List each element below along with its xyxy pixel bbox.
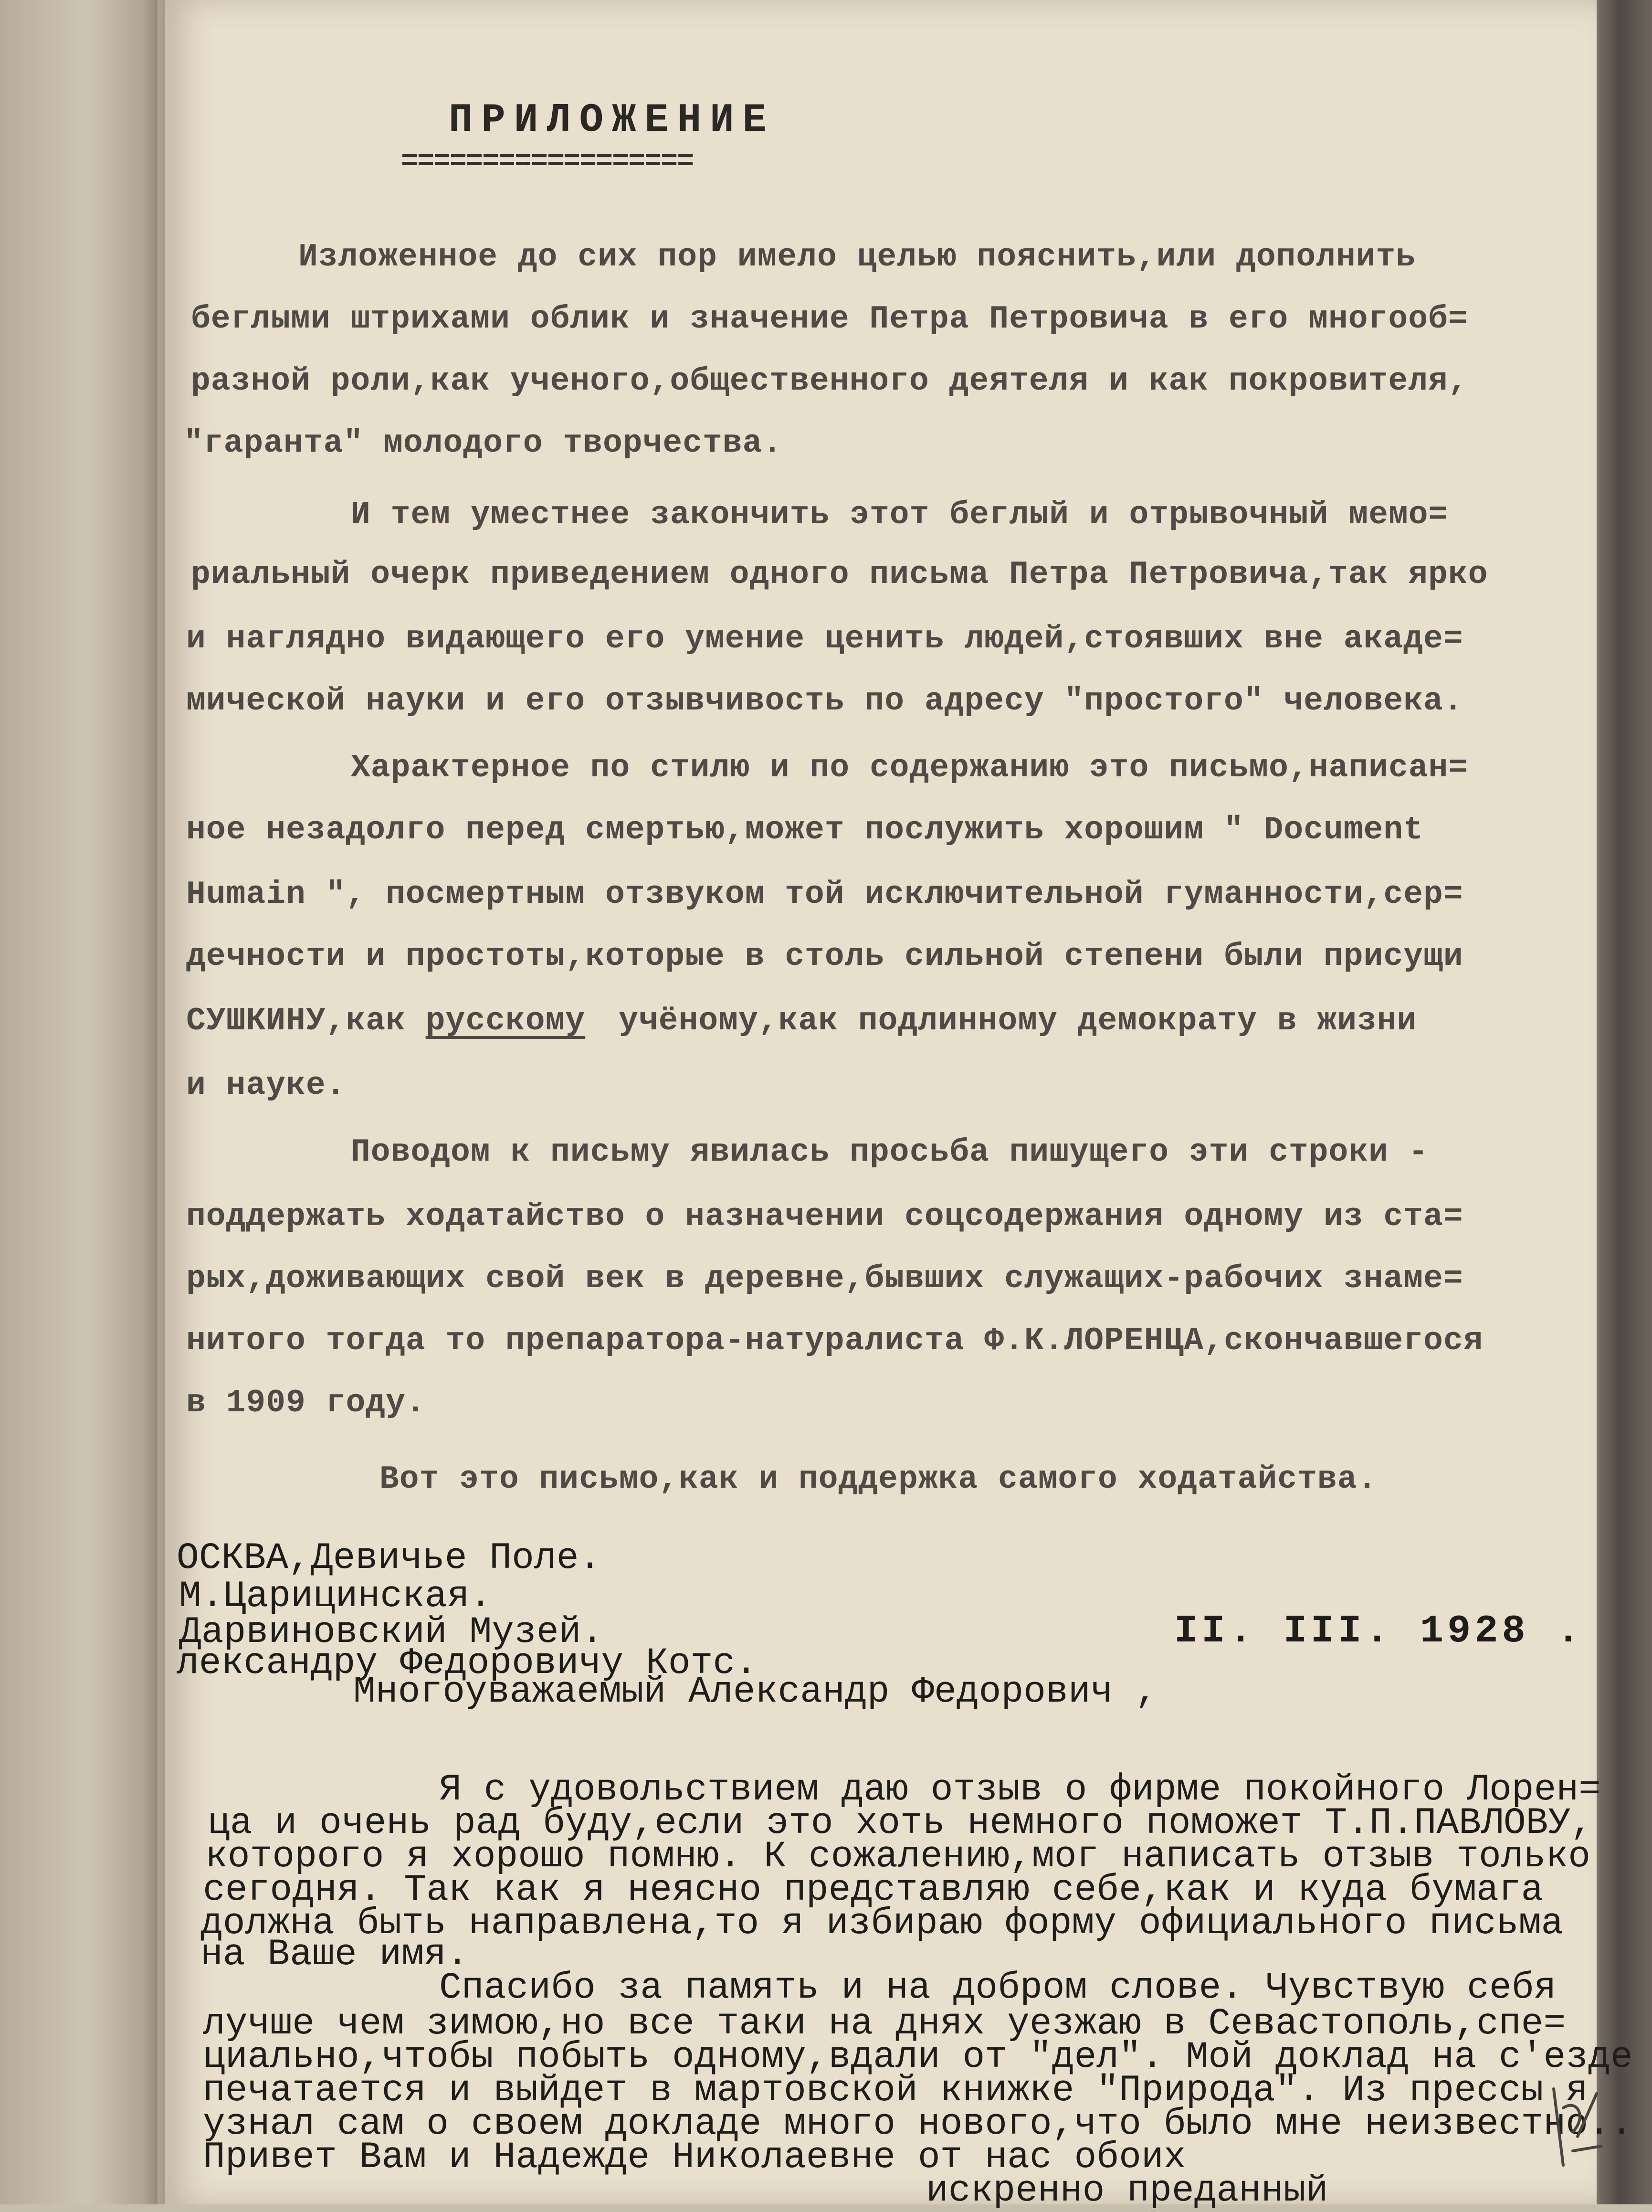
letter-line: на Ваше имя. [200,1934,469,1976]
letter-line: которого я хорошо помню. К сожалению,мог написать отзыв только [205,1836,1591,1878]
document-heading: ПРИЛОЖЕНИЕ [449,98,776,143]
paragraph-line: ное незадолго перед смертью,может послужить хорошим " Document [186,812,1424,848]
letter-line: узнал сам о своем докладе много нового,что было мне неизвестно.. [203,2103,1633,2145]
paragraph-line: мической науки и его отзывчивость по адресу "простого" человека. [186,683,1463,720]
paragraph-line: риальный очерк приведением одного письма Петра Петровича,так ярко [191,556,1488,593]
paragraph-line: Поводом к письму явилась просьба пишущего эти строки - [351,1134,1429,1171]
letter-line: лучше чем зимою,но все таки на днях уезжаю в Севастополь,спе= [203,2003,1566,2045]
letter-salutation: Многоуважаемый Александр Федорович , [353,1671,1158,1713]
paragraph-line: И тем уместнее закончить этот беглый и отрывочный мемо= [351,497,1449,533]
inline-text: учёному,как подлинному демократу в жизни [619,1003,1417,1039]
paragraph-line: Изложенное до сих пор имело целью пояснить,или дополнить [298,239,1416,275]
letter-line: ца и очень рад буду,если это хоть немного поможет Т.П.ПАВЛОВУ, [208,1802,1593,1844]
paragraph-line: беглыми штрихами облик и значение Петра Петровича в его многооб= [191,301,1468,338]
book-gutter [0,0,158,2204]
letter-line: сегодня. Так как я неясно представляю себе,как и куда бумага [203,1869,1544,1911]
underlined-word: русскому [425,1003,586,1039]
letter-line: должна быть направлена,то я избираю форму официального письма [200,1903,1564,1945]
paragraph-line: "гаранта" молодого творчества. [184,425,783,462]
paragraph-line: и науке. [186,1067,346,1104]
paragraph-line: поддержать ходатайство о назначении соцсодержания одному из ста= [186,1198,1463,1235]
letter-line: Спасибо за память и на добром слове. Чувствую себя [439,1967,1557,2009]
paragraph-line: рых,доживающих свой век в деревне,бывших служащих-рабочих знаме= [186,1260,1463,1297]
address-line: ОСКВА,Девичье Поле. [177,1537,601,1579]
paragraph-line: дечности и простоты,которые в столь сильной степени были присущи [186,938,1463,975]
letter-line: печатается и выйдет в мартовской книжке "Природа". Из прессы я [203,2070,1589,2112]
page-right-edge [1597,0,1652,2204]
inline-text: ,как [326,1003,426,1039]
letter-closing: искренно преданный [926,2170,1328,2212]
paragraph-line: Вот это письмо,как и поддержка самого ходатайства. [379,1461,1378,1498]
paragraph-line: в 1909 году. [186,1385,426,1421]
address-line: Дарвиновский Музей. [179,1611,604,1653]
letter-line: Привет Вам и Надежде Николаевне от нас обоих [203,2137,1186,2179]
address-line: М.Царицинская. [179,1576,492,1618]
letter-line: Я с удовольствием даю отзыв о фирме покойного Лорен= [439,1769,1601,1811]
letter-date: II. III. 1928 . [1174,1609,1584,1653]
heading-underline: ================== [401,146,694,178]
address-line: лександру Федоровичу Котс. [177,1642,758,1684]
surname-text: СУШКИНУ [186,1003,326,1039]
paragraph-line-with-underline [186,1003,1417,1039]
paragraph-line: и наглядно видающего его умение ценить людей,стоявших вне акаде= [186,621,1463,657]
paragraph-line: Humain ", посмертным отзвуком той исключительной гуманности,сер= [186,876,1463,913]
paragraph-line: Характерное по стилю и по содержанию это письмо,написан= [351,750,1469,786]
paragraph-line: нитого тогда то препаратора-натуралиста Ф.К.ЛОРЕНЦА,скончавшегося [186,1323,1484,1359]
paragraph-line: разной роли,как ученого,общественного деятеля и как покровителя, [191,363,1468,400]
letter-line: циально,чтобы побыть одному,вдали от "дел". Мой доклад на с'езде [203,2036,1633,2078]
handwritten-mark-icon [1544,2079,1606,2175]
